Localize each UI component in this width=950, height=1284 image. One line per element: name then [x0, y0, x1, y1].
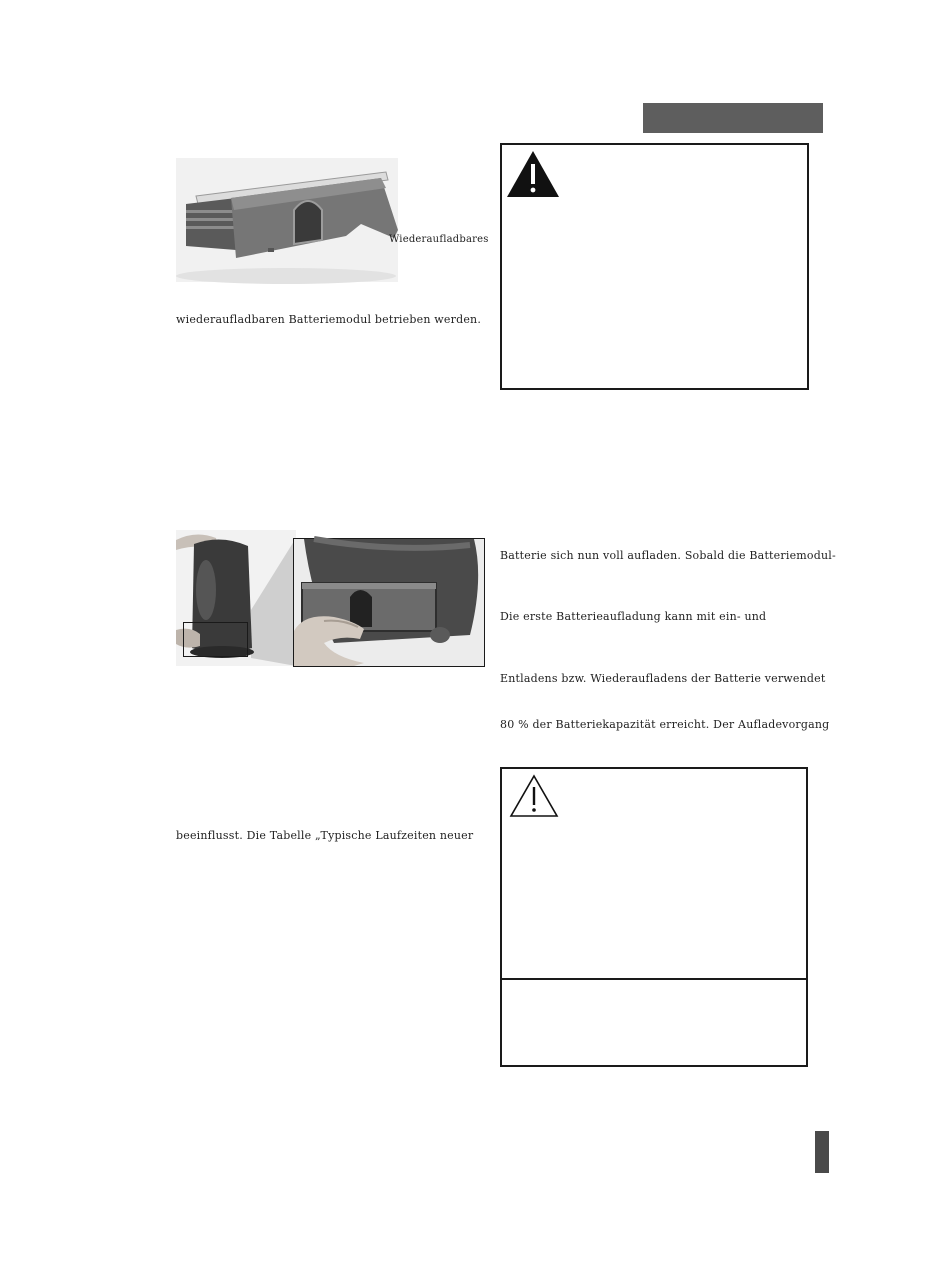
warning-box [500, 143, 809, 390]
caution-icon [509, 774, 559, 818]
right-line-1: Batterie sich nun voll aufladen. Sobald die Batteriemodul- [500, 549, 836, 562]
battery-module-photo [176, 158, 489, 282]
caution-box [500, 767, 808, 1067]
caution-box-divider [502, 978, 806, 980]
zoom-highlight-frame [183, 622, 248, 657]
right-line-3: Entladens bzw. Wiederaufladens der Batterie verwendet [500, 672, 826, 685]
warning-icon [505, 149, 561, 199]
left-paragraph-2: beeinflusst. Die Tabelle „Typische Laufzeiten neuer [176, 829, 474, 842]
section-header-bar [643, 103, 823, 133]
right-line-2: Die erste Batterieaufladung kann mit ein- und [500, 610, 767, 623]
right-line-4: 80 % der Batteriekapazität erreicht. Der Aufladevorgang [500, 718, 830, 731]
battery-insertion-closeup-photo [293, 538, 485, 667]
left-paragraph-1: wiederaufladbaren Batteriemodul betrieben werden. [176, 313, 482, 326]
figure-caption: Wiederaufladbares [389, 234, 489, 245]
page-side-tab [815, 1131, 829, 1173]
